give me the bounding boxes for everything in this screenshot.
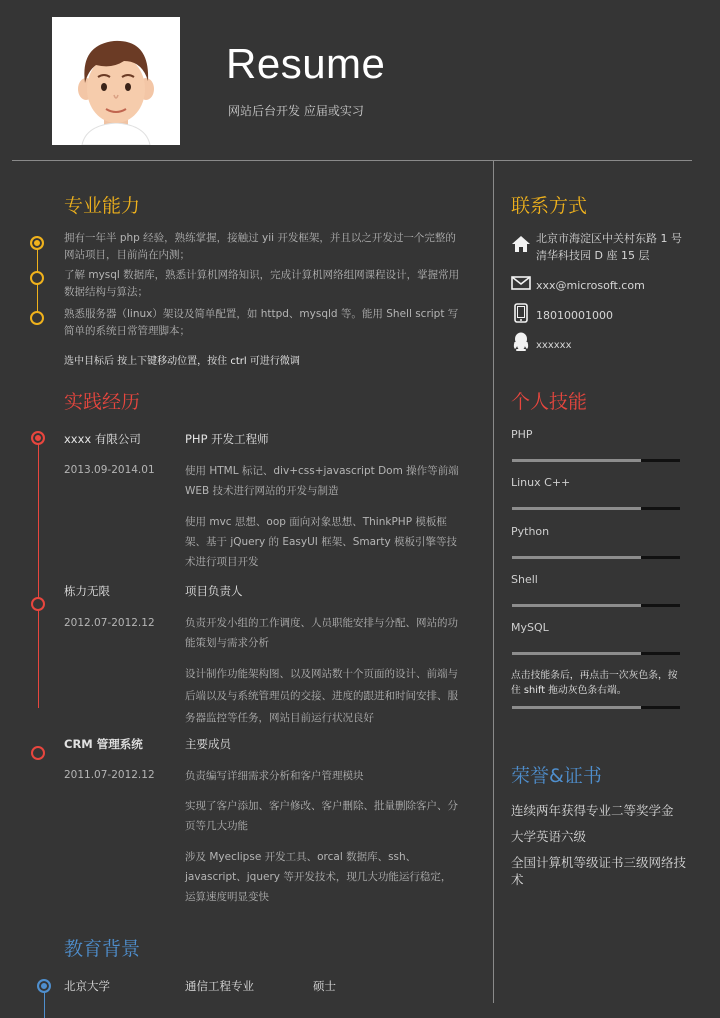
skill-bar-track[interactable] (512, 706, 680, 709)
skill-bar-fill[interactable] (512, 507, 641, 510)
skill-bar-fill[interactable] (512, 604, 641, 607)
contact-qq: xxxxxx (536, 340, 572, 351)
major: 通信工程专业 (185, 979, 254, 993)
email-icon (511, 275, 531, 294)
timeline-dot (37, 979, 51, 993)
experience-paragraph: 负责编写详细需求分析和客户管理模块 (185, 770, 364, 782)
honor-item: 全国计算机等级证书三级网络技术 (511, 855, 687, 887)
page-title: Resume (226, 40, 386, 87)
column-divider (493, 161, 494, 1003)
school-name: 北京大学 (64, 979, 110, 993)
honor-item: 连续两年获得专业二等奖学金 (511, 803, 674, 818)
experience-timeline-line (38, 438, 39, 708)
home-icon (511, 235, 531, 257)
skill-label: Shell (511, 573, 538, 586)
section-title-skills: 专业能力 (64, 195, 141, 217)
section-title-honors: 荣誉&证书 (511, 765, 602, 787)
experience-paragraph: 负责开发小组的工作调度、人员职能安排与分配、网站的功能策划与需求分析 (185, 617, 458, 649)
skill-bar-fill[interactable] (512, 556, 641, 559)
contact-email: xxx@microsoft.com (536, 279, 645, 292)
contact-address: 北京市海淀区中关村东路 1 号清华科技园 D 座 15 层 (536, 232, 682, 262)
skill-bar-fill[interactable] (512, 459, 641, 462)
experience-paragraph: 实现了客户添加、客户修改、客户删除、批量删除客户、分页等几大功能 (185, 800, 458, 832)
avatar-illustration (52, 17, 180, 145)
job-role: PHP 开发工程师 (185, 432, 269, 446)
phone-icon (514, 303, 528, 327)
section-title-education: 教育背景 (64, 938, 141, 960)
contact-phone: 18010001000 (536, 309, 613, 322)
skill-label: MySQL (511, 621, 549, 634)
degree: 硕士 (313, 979, 336, 993)
skills-tip: 选中目标后 按上下键移动位置，按住 ctrl 可进行微调 (64, 356, 300, 367)
experience-paragraph: 使用 mvc 思想、oop 面向对象思想、ThinkPHP 模板框架、基于 jQuery 的 EasyUI 框架、Smarty 模板引擎等技术进行项目开发 (185, 516, 458, 568)
skill-bar-track[interactable] (512, 556, 680, 559)
section-title-experience: 实践经历 (64, 391, 141, 413)
skill-item: 了解 mysql 数据库，熟悉计算机网络知识，完成计算机网络组网课程设计，掌握常用数据结构与算法； (64, 269, 460, 298)
skill-label: Python (511, 525, 550, 538)
company-name: xxxx 有限公司 (64, 432, 141, 446)
date-range: 2013.09-2014.01 (64, 464, 155, 476)
avatar (52, 17, 180, 145)
skill-bar-track[interactable] (512, 507, 680, 510)
skill-item: 熟悉服务器（linux）架设及简单配置，如 httpd、mysqld 等。能用 Shell script 写简单的系统日常管理脚本； (64, 308, 459, 337)
timeline-dot (31, 746, 45, 760)
honor-item: 大学英语六级 (511, 829, 587, 844)
company-name: 栋力无限 (64, 584, 110, 598)
timeline-dot (31, 597, 45, 611)
timeline-dot (30, 236, 44, 250)
skill-label: Linux C++ (511, 476, 571, 489)
qq-penguin-icon (512, 332, 530, 356)
skills-tip: 点击技能条后，再点击一次灰色条，按住 shift 拖动灰色条右端。 (511, 670, 678, 696)
company-name: CRM 管理系统 (64, 737, 143, 751)
timeline-dot (30, 311, 44, 325)
date-range: 2012.07-2012.12 (64, 617, 155, 629)
job-role: 主要成员 (185, 737, 231, 751)
date-range: 2011.07-2012.12 (64, 769, 155, 781)
timeline-dot (30, 271, 44, 285)
skill-bar-track[interactable] (512, 652, 680, 655)
experience-paragraph: 使用 HTML 标记、div+css+javascript Dom 操作等前端 WEB 技术进行网站的开发与制造 (185, 465, 459, 497)
skill-bar-fill[interactable] (512, 706, 641, 709)
experience-paragraph: 设计制作功能架构图、以及网站数十个页面的设计、前端与后端以及与系统管理员的交接、进度的跟进和时间安排、服务器监控等任务，网站目前运行状况良好 (185, 668, 458, 724)
skill-bar-track[interactable] (512, 459, 680, 462)
skill-bar-fill[interactable] (512, 652, 641, 655)
section-title-personal-skills: 个人技能 (511, 391, 588, 413)
experience-paragraph: 涉及 Myeclipse 开发工具、orcal 数据库、ssh、javascript、jquery 等开发技术，现几大功能运行稳定，运算速度明显变快 (185, 851, 452, 903)
skill-item: 拥有一年半 php 经验，熟练掌握，接触过 yii 开发框架，并且以之开发过一个完整的网站项目，目前尚在内测； (64, 232, 456, 261)
skill-label: PHP (511, 428, 533, 441)
page-subtitle: 网站后台开发 应届或实习 (228, 104, 364, 118)
timeline-dot (31, 431, 45, 445)
job-role: 项目负责人 (185, 584, 243, 598)
skill-bar-track[interactable] (512, 604, 680, 607)
header-divider (12, 160, 692, 161)
section-title-contact: 联系方式 (511, 195, 588, 217)
